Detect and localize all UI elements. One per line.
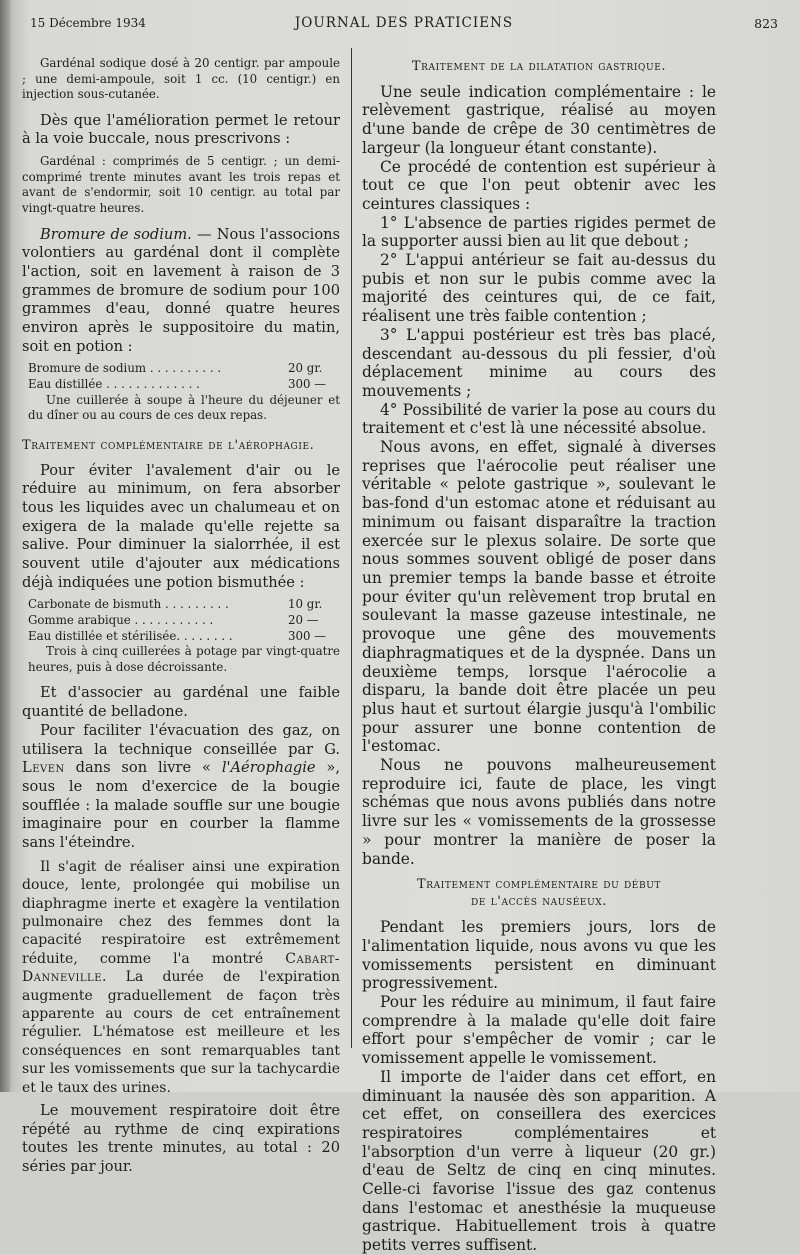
author-name: Leven — [22, 759, 65, 777]
paragraph: Le mouvement respiratoire doit être répété au rythme de cinq expirations toutes les trente minutes, au total : 20 séries par jour. — [22, 1102, 340, 1176]
prescription-line: Gomme arabique . . . . . . . . . . . 20 — — [28, 613, 319, 628]
paragraph: Une seule indication complémentaire : le relèvement gastrique, réalisé au moyen d'une bande de crêpe de 30 centimètres de largeur (la longueur étant constante). — [362, 82, 716, 157]
header-journal-title: JOURNAL DES PRATICIENS — [294, 15, 514, 31]
paragraph: Pendant les premiers jours, lors de l'alimentation liquide, nous avons vu que les vomissements persistent en diminuant progressivement. — [362, 918, 716, 993]
prescription-bromure — [22, 361, 340, 423]
prescription-line: Eau distillée et stérilisée. . . . . . . . 300 — — [28, 628, 327, 643]
paragraph: Dès que l'amélioration permet le retour à la voie buccale, nous prescrivons : — [22, 111, 340, 148]
injection-note: Gardénal sodique dosé à 20 centigr. par ampoule ; une demi-ampoule, soit 1 cc. (10 centigr.) en injection sous-cutanée. — [22, 56, 340, 102]
prescription-dosage: Une cuillerée à soupe à l'heure du déjeuner et du dîner ou au cours de ces deux repas. — [28, 392, 340, 423]
paragraph-expiration: Il s'agit de réaliser ainsi une expiration douce, lente, prolongée qui mobilise un diaphragme inerte et exagère la ventilation pulmonaire chez des femmes dont la capacité respiratoire est extrêmement réduite, comme l'a montré Cabart-Danneville. La durée de l'expiration augmente graduellement de façon très apparente au cours de cet entraînement régulier. L'hématose est meilleure et les conséquences en sont remarquables tant sur les vomissements que sur la tachycardie et le taux des urines. — [22, 858, 340, 1096]
paragraph-bromure: Bromure de sodium. — Nous l'associons volontiers au gardénal dont il complète l'action, soit en lavement à raison de 3 grammes de bromure de sodium pour 100 grammes d'eau, donné quatre heures environ après le suppositoire du matin, soit en potion : — [22, 225, 340, 355]
author-name: Cabart-Danneville — [22, 950, 340, 986]
page-binding-edge — [0, 0, 10, 1092]
header-date: 15 Décembre 1934 — [30, 16, 146, 30]
bromure-term: Bromure de sodium. — [40, 225, 192, 243]
paragraph: Il importe de l'aider dans cet effort, en diminuant la nausée dès son apparition. A cet effet, on conseillera des exercices respiratoires complémentaires et l'absorption d'un verre à liqueur (20 gr.) d'eau de Seltz de cinq en cinq minutes. Celle-ci favorise l'issue des gaz contenus dans l'estomac et anesthésie la muqueuse gastrique. Habituellement trois à quatre petits verres suffisent. — [362, 1067, 716, 1255]
left-column — [22, 56, 340, 1177]
prescription-note: Gardénal : comprimés de 5 centigr. ; un demi-comprimé trente minutes avant les trois repas et avant de s'endormir, soit 10 centigr. au total par vingt-quatre heures. — [22, 154, 340, 215]
list-item: 2° L'appui antérieur se fait au-dessus du pubis et non sur le pubis comme avec la majorité des ceintures qui, de ce fait, réalisent une très faible contention ; — [362, 251, 716, 326]
running-header — [30, 14, 778, 34]
prescription-line: Bromure de sodium . . . . . . . . . . 20 gr. — [28, 361, 323, 376]
header-page-number: 823 — [754, 16, 778, 31]
paragraph: Ce procédé de contention est supérieur à tout ce que l'on peut obtenir avec les ceintures classiques : — [362, 157, 716, 213]
prescription-bismuth — [22, 597, 340, 675]
column-divider — [351, 48, 352, 1048]
prescription-dosage: Trois à cinq cuillerées à potage par vingt-quatre heures, puis à dose décroissante. — [28, 644, 340, 674]
paragraph: Pour éviter l'avalement d'air ou le réduire au minimum, on fera absorber tous les liquides avec un chalumeau et on exigera de la malade qu'elle rejette sa salive. Pour diminuer la sialorrhée, il est souvent utile d'ajouter aux médications déjà indiquées une potion bismuthée : — [22, 461, 340, 591]
section-heading-aerophagie: Traitement complémentaire de l'aérophagie. — [22, 437, 315, 453]
paragraph: Et d'associer au gardénal une faible quantité de belladone. — [22, 684, 340, 721]
list-item: 3° L'appui postérieur est très bas placé, descendant au-dessous du pli fessier, d'où déplacement minime au cours des mouvements ; — [362, 325, 716, 400]
section-heading-dilatation: Traitement de la dilatation gastrique. — [411, 59, 667, 74]
paragraph: Pour les réduire au minimum, il faut faire comprendre à la malade qu'elle doit faire effort pour s'empêcher de vomir ; car le vomissement appelle le vomissement. — [362, 993, 716, 1068]
section-heading-nauseeux: Traitement complémentaire du début de l'accès nauséeux. — [417, 877, 661, 910]
list-item: 1° L'absence de parties rigides permet de la supporter aussi bien au lit que debout ; — [362, 213, 716, 251]
prescription-line: Eau distillée . . . . . . . . . . . . . 300 — — [28, 377, 327, 392]
paragraph: Nous avons, en effet, signalé à diverses reprises que l'aérocolie peut réaliser une véritable « pelote gastrique », soulevant le bas-fond d'un estomac atone et réduisant au minimum ou faisant disparaître la traction exercée sur le plexus solaire. De sorte que nous sommes souvent obligé de poser dans un premier temps la bande basse et étroite pour éviter qu'un relèvement trop brutal en soulevant la masse gazeuse intestinale, ne provoque une gêne des mouvements diaphragmatiques et de la dyspnée. Dans un deuxième temps, lorsque l'aérocolie a disparu, la bande doit être placée un peu plus haut et surtout élargie jusqu'à l'ombilic pour assurer une bonne contention de l'estomac. — [362, 438, 716, 756]
right-column — [362, 56, 716, 1255]
prescription-line: Carbonate de bismuth . . . . . . . . . 10 gr. — [28, 597, 323, 612]
book-title: l'Aérophagie — [221, 759, 316, 777]
paragraph-leven: Pour faciliter l'évacuation des gaz, on utilisera la technique conseillée par G. Leven dans son livre « l'Aérophagie », sous le nom d'exercice de la bougie soufflée : la malade souffle sur une bougie imaginaire pour en courber la flamme sans l'éteindre. — [22, 721, 340, 852]
list-item: 4° Possibilité de varier la pose au cours du traitement et c'est là une nécessité absolue. — [362, 400, 716, 438]
paragraph: Nous ne pouvons malheureusement reproduire ici, faute de place, les vingt schémas que nous avons publiés dans notre livre sur les « vomissements de la grossesse » pour montrer la manière de poser la bande. — [362, 756, 716, 868]
